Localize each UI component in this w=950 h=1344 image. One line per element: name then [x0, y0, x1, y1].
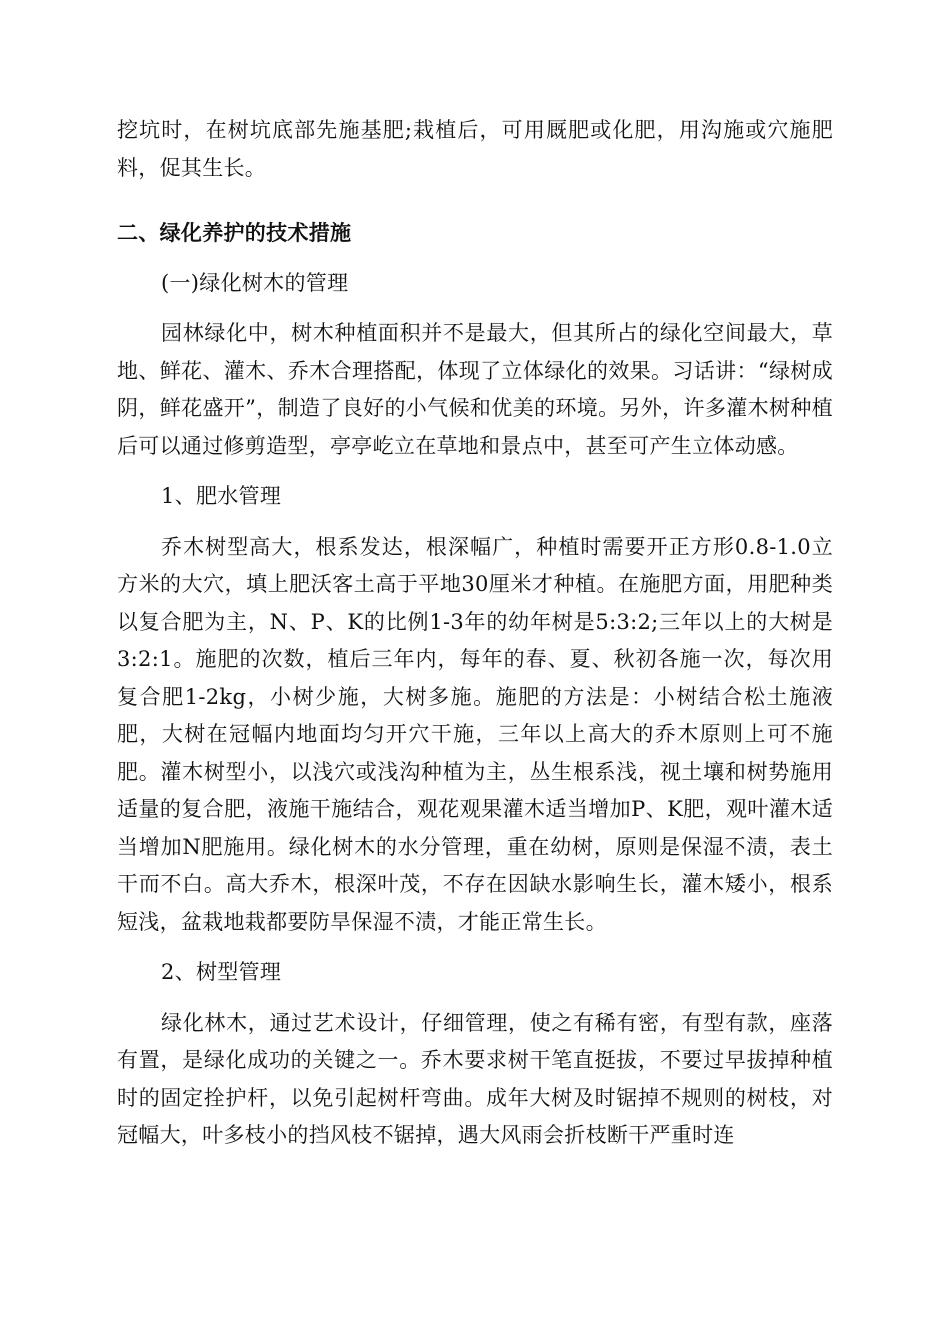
paragraph-intro: 挖坑时，在树坑底部先施基肥;栽植后，可用厩肥或化肥，用沟施或穴施肥料，促其生长。 — [117, 118, 833, 180]
section-heading: 二、绿化养护的技术措施 — [117, 220, 352, 245]
paragraph-overview: 园林绿化中，树木种植面积并不是最大，但其所占的绿化空间最大，草地、鲜花、灌木、乔木合理搭配，体现了立体绿化的效果。习话讲：“绿树成阴，鲜花盛开”，制造了良好的小气候和优美的环境。另外，许多灌木树种植后可以通过修剪造型，亭亭屹立在草地和景点中，甚至可产生立体动感。 — [117, 321, 833, 458]
item-title-shape: 2、树型管理 — [161, 960, 282, 984]
subsection-title: (一)绿化树木的管理 — [161, 270, 349, 295]
paragraph-fertilizer: 乔木树型高大，根系发达，根深幅广，种植时需要开正方形0.8-1.0立方米的大穴，填上肥沃客土高于平地30厘米才种植。在施肥方面，用肥种类以复合肥为主，N、P、K的比例1-3年的幼年树是5:3:2;三年以上的大树是3:2:1。施肥的次数，植后三年内，每年的春、夏、秋初各施一次，每次用复合肥1-2kg，小树少施，大树多施。施肥的方法是：小树结合松土施液肥，大树在冠幅内地面均匀开穴干施，三年以上高大的乔木原则上可不施肥。灌木树型小，以浅穴或浅沟种植为主，丛生根系浅，视土壤和树势施用适量的复合肥，液施干施结合，观花观果灌木适当增加P、K肥，观叶灌木适当增加N肥施用。绿化树木的水分管理，重在幼树，原则是保湿不渍，表土干而不白。高大乔木，根深叶茂，不存在因缺水影响生长，灌木矮小，根系短浅，盆栽地栽都要防旱保湿不渍，才能正常生长。 — [117, 534, 833, 934]
document-page — [117, 112, 833, 1155]
paragraph-shape: 绿化林木，通过艺术设计，仔细管理，使之有稀有密，有型有款，座落有置，是绿化成功的关键之一。乔木要求树干笔直挺拔，不要过早拔掉种植时的固定拴护杆，以免引起树杆弯曲。成年大树及时锯掉不规则的树枝，对冠幅大，叶多枝小的挡风枝不锯掉，遇大风雨会折枝断干严重时连 — [117, 1010, 833, 1147]
item-title-fertilizer: 1、肥水管理 — [161, 484, 282, 508]
